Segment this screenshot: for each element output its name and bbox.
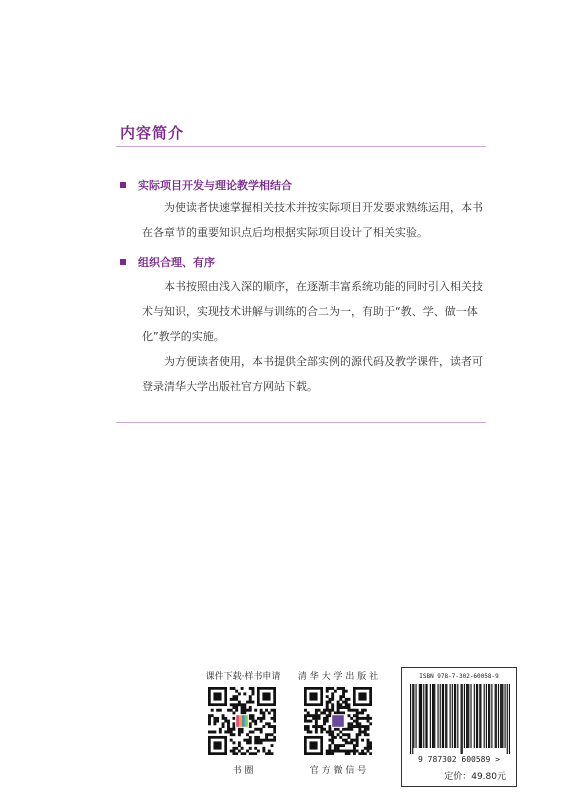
- barcode-bar: [425, 684, 426, 748]
- barcode-bar: [502, 684, 503, 748]
- barcode-bar: [434, 684, 435, 748]
- barcode-bar: [474, 684, 475, 748]
- bullet-square-icon: [120, 182, 126, 188]
- barcode-bar: [445, 684, 446, 748]
- barcode-graphic: [410, 684, 510, 754]
- barcode-bar: [509, 684, 510, 754]
- qr1-top-label: 课件下载·样书申请: [205, 672, 281, 682]
- barcode-bar: [479, 684, 480, 748]
- title-divider: [116, 146, 486, 147]
- barcode-bar: [462, 684, 463, 754]
- barcode-bar: [507, 684, 508, 754]
- bullet-square-icon: [120, 259, 126, 265]
- barcode-bar: [470, 684, 471, 748]
- barcode-bar: [495, 684, 496, 748]
- barcode-bar: [457, 684, 458, 748]
- barcode-bar: [498, 684, 499, 748]
- barcode-bar: [476, 684, 477, 748]
- barcode-bar: [432, 684, 433, 748]
- barcode-bar: [477, 684, 478, 748]
- section-2-paragraph-2: 为方便读者使用，本书提供全部实例的源代码及教学课件，读者可登录清华大学出版社官方网站下载。: [142, 355, 483, 393]
- barcode-bar: [500, 684, 501, 748]
- qr-code-book-circle[interactable]: [208, 687, 276, 755]
- barcode-bar: [480, 684, 481, 748]
- section-heading-1: [120, 177, 292, 193]
- barcode-bar: [412, 684, 413, 754]
- barcode-bar: [413, 684, 414, 748]
- barcode-bar: [440, 684, 441, 748]
- isbn-header: ISBN 978-7-302-60058-9: [419, 673, 499, 680]
- barcode-bar: [446, 684, 447, 748]
- barcode-bar: [420, 684, 421, 748]
- isbn-barcode-box: [401, 667, 517, 787]
- qr1-bottom-label: 书 圈: [232, 766, 254, 776]
- section-2-paragraph-1: 本书按照由浅入深的顺序，在逐渐丰富系统功能的同时引入相关技术与知识，实现技术讲解与训练的合二为一，有助于“教、学、做一体化”教学的实施。: [142, 280, 483, 343]
- price-label: 定价：49.80元: [444, 772, 506, 782]
- barcode-bar: [489, 684, 490, 748]
- barcode-bar: [466, 684, 467, 748]
- barcode-bar: [443, 684, 444, 748]
- barcode-bar: [501, 684, 502, 748]
- barcode-bar: [467, 684, 468, 748]
- isbn-number: 9 787302 600589 >: [418, 755, 500, 764]
- barcode-bar: [410, 684, 411, 754]
- section-heading-2-text: 组织合理、有序: [138, 256, 215, 269]
- section-heading-2: [120, 254, 215, 270]
- bottom-divider: [116, 422, 486, 423]
- barcode-bar: [437, 684, 438, 748]
- qr2-top-label: 清 华 大 学 出 版 社: [297, 672, 379, 682]
- qr-pattern: [208, 687, 276, 755]
- barcode-bar: [464, 684, 465, 748]
- barcode-bar: [433, 684, 434, 748]
- barcode-bar: [484, 684, 485, 748]
- barcode-bar: [454, 684, 455, 748]
- barcode-bar: [455, 684, 456, 748]
- barcode-bar: [421, 684, 422, 748]
- qr2-bottom-label: 官 方 微 信 号: [309, 766, 367, 776]
- barcode-bar: [415, 684, 416, 748]
- barcode-bar: [505, 684, 506, 748]
- barcode-bar: [426, 684, 427, 748]
- barcode-bar: [488, 684, 489, 748]
- barcode-bar: [461, 684, 462, 754]
- barcode-bar: [419, 684, 420, 748]
- barcode-bar: [430, 684, 431, 748]
- section-1-paragraph: 为使读者快速掌握相关技术并按实际项目开发要求熟练运用，本书在各章节的重要知识点后均根据实际项目设计了相关实验。: [142, 201, 483, 239]
- qr-pattern: [304, 687, 372, 755]
- barcode-bar: [442, 684, 443, 748]
- section-heading-1-text: 实际项目开发与理论教学相结合: [138, 179, 292, 192]
- barcode-bar: [423, 684, 424, 748]
- barcode-bar: [486, 684, 487, 748]
- qr-code-official-wechat[interactable]: [304, 687, 372, 755]
- barcode-bar: [450, 684, 451, 748]
- intro-title: 内容简介: [120, 124, 185, 142]
- barcode-bar: [452, 684, 453, 748]
- barcode-bar: [468, 684, 469, 748]
- barcode-bar: [496, 684, 497, 748]
- barcode-bar: [491, 684, 492, 748]
